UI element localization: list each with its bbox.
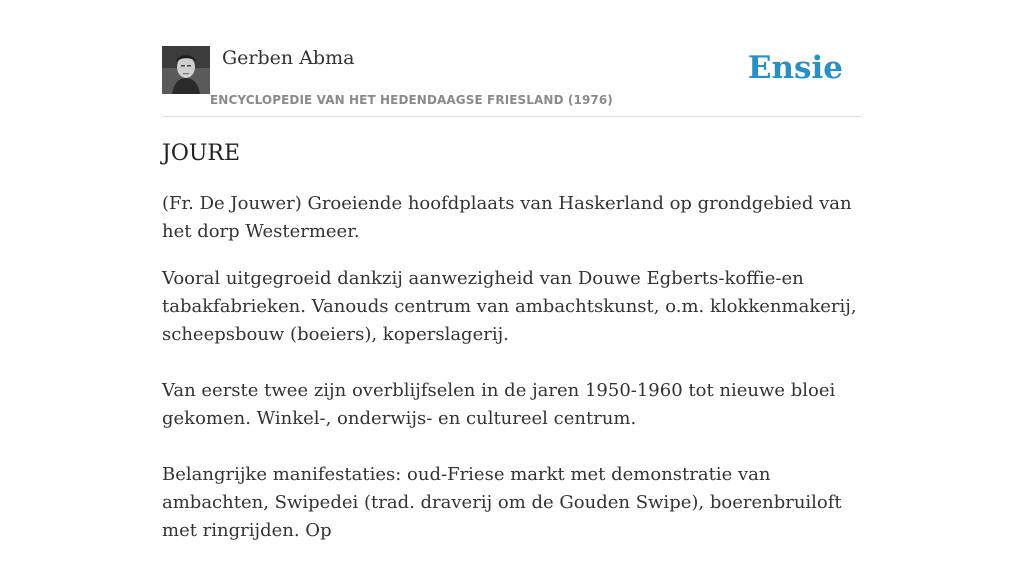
body-paragraph: Van eerste twee zijn overblijfselen in de jaren 1950-1960 tot nieuwe bloei gekomen. Winkel-, onderwijs- en cultureel centrum. (162, 380, 836, 429)
brand-logo-link[interactable]: Ensie (747, 50, 843, 86)
article-body (162, 265, 862, 545)
article-lede: (Fr. De Jouwer) Groeiende hoofdplaats van Haskerland op grondgebied van het dorp Westermeer. (162, 193, 852, 242)
body-paragraph: Vooral uitgegroeid dankzij aanwezigheid van Douwe Egberts-koffie-en tabakfabrieken. Vanouds centrum van ambachtskunst, o.m. klokkenmakerij, scheepsbouw (boeiers), koperslagerij. (162, 268, 857, 345)
author-avatar[interactable] (162, 46, 210, 94)
article-header (162, 46, 862, 117)
article-title: JOURE (162, 141, 241, 166)
author-portrait-image (162, 46, 210, 94)
body-paragraph: Belangrijke manifestaties: oud-Friese markt met demonstratie van ambachten, Swipedei (trad. draverij om de Gouden Swipe), boerenbruiloft met ringrijden. Op (162, 464, 842, 541)
article-content (162, 138, 862, 573)
author-name[interactable]: Gerben Abma (222, 47, 355, 69)
source-label[interactable]: ENCYCLOPEDIE VAN HET HEDENDAAGSE FRIESLAND (1976) (210, 93, 613, 107)
